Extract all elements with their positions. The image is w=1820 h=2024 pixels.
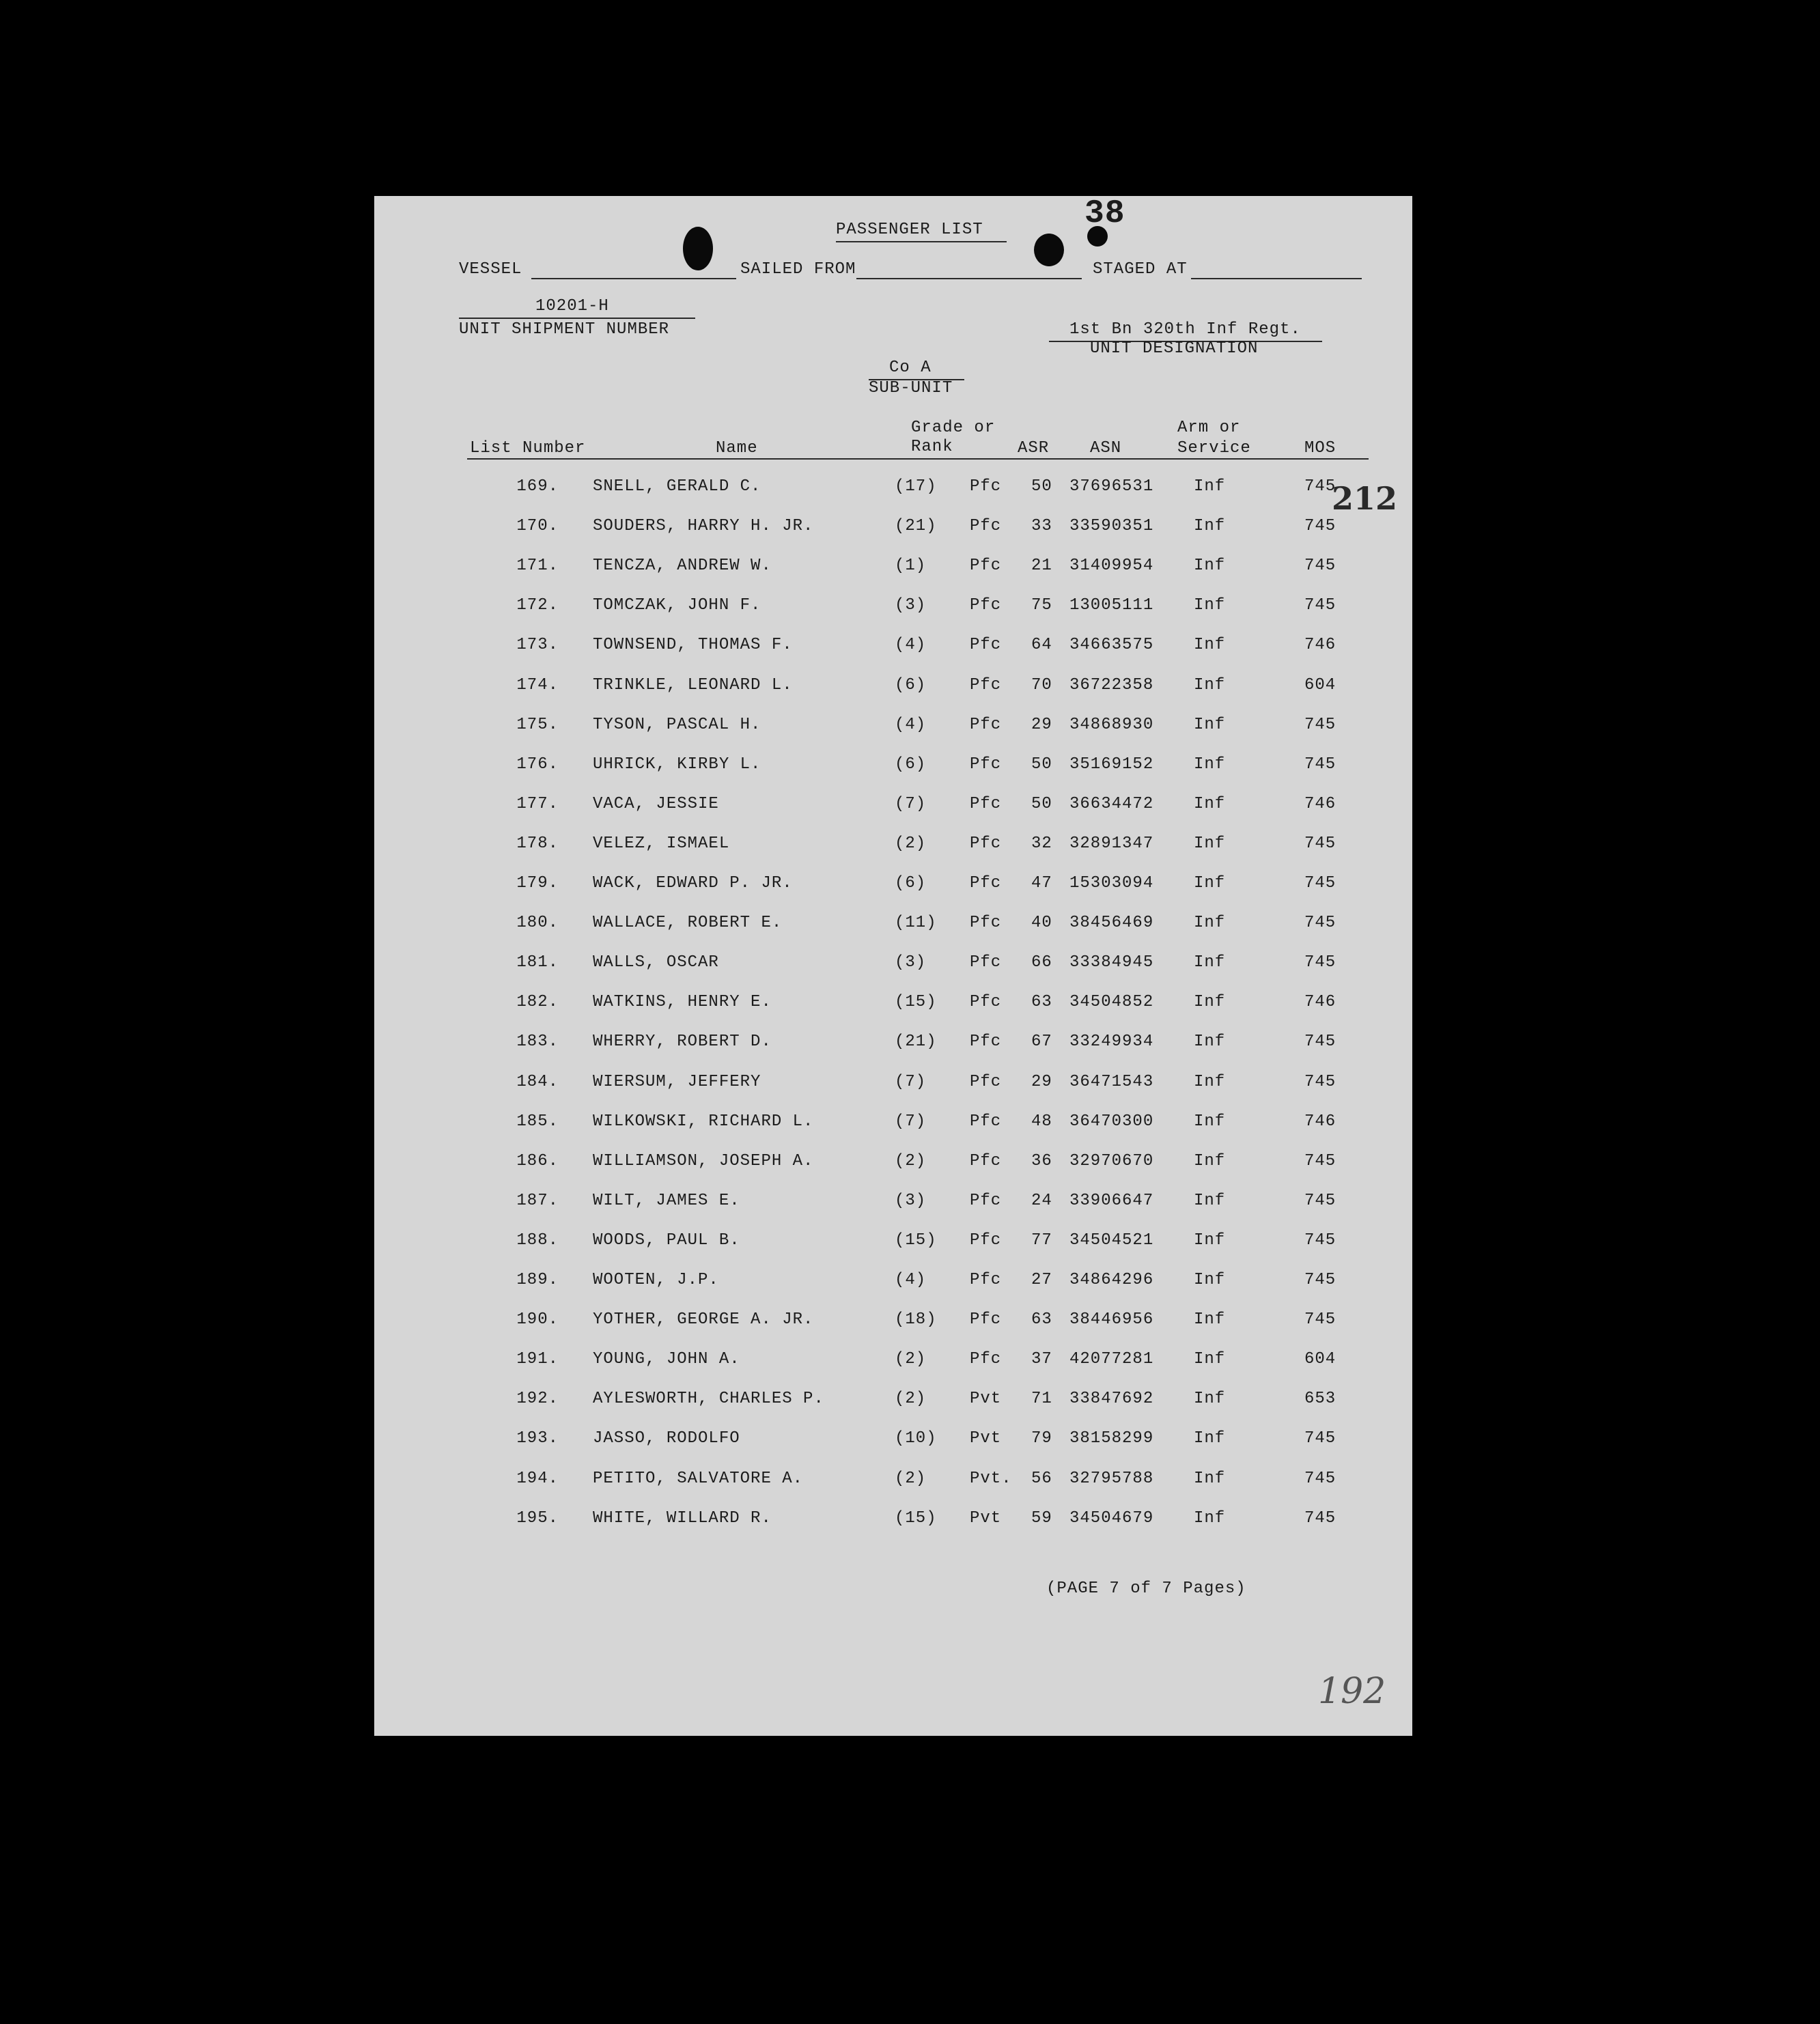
- cell-rank: Pfc: [970, 1191, 1002, 1210]
- cell-arm: Inf: [1194, 953, 1226, 972]
- cell-asn: 33384945: [1069, 953, 1154, 972]
- staged-at-blank: [1191, 278, 1362, 279]
- table-row: [374, 953, 1412, 993]
- table-row: [374, 517, 1412, 557]
- cell-asr: 27: [1031, 1271, 1052, 1289]
- sailed-from-blank: [856, 278, 1082, 279]
- cell-arm: Inf: [1194, 477, 1226, 496]
- cell-name: SNELL, GERALD C.: [593, 477, 761, 496]
- cell-rank: Pfc: [970, 517, 1002, 536]
- cell-rank: Pfc: [970, 1310, 1002, 1330]
- cell-num: 191.: [516, 1350, 559, 1369]
- cell-num: 183.: [516, 1032, 559, 1052]
- cell-num: 169.: [516, 477, 559, 496]
- cell-asr: 40: [1031, 914, 1052, 933]
- cell-rank: Pvt: [970, 1508, 1002, 1528]
- cell-asr: 64: [1031, 636, 1052, 655]
- cell-grade: (2): [895, 1350, 927, 1369]
- cell-rank: Pfc: [970, 557, 1002, 576]
- cell-asn: 38158299: [1069, 1429, 1154, 1448]
- cell-num: 188.: [516, 1231, 559, 1250]
- cell-rank: Pvt: [970, 1429, 1002, 1448]
- cell-grade: (3): [895, 596, 927, 615]
- cell-asn: 38456469: [1069, 914, 1154, 933]
- cell-asn: 31409954: [1069, 557, 1154, 576]
- table-row: [374, 993, 1412, 1032]
- table-row: [374, 1231, 1412, 1271]
- sub-unit-label: SUB-UNIT: [869, 379, 953, 397]
- cell-rank: Pfc: [970, 1032, 1002, 1052]
- cell-grade: (21): [895, 1032, 937, 1052]
- cell-name: SOUDERS, HARRY H. JR.: [593, 517, 814, 536]
- cell-rank: Pvt: [970, 1390, 1002, 1409]
- cell-num: 173.: [516, 636, 559, 655]
- cell-grade: (3): [895, 1191, 927, 1210]
- cell-asr: 24: [1031, 1191, 1052, 1210]
- cell-asn: 34504852: [1069, 993, 1154, 1012]
- cell-mos: 745: [1304, 1508, 1336, 1528]
- cell-asr: 29: [1031, 715, 1052, 734]
- cell-name: VELEZ, ISMAEL: [593, 834, 730, 853]
- cell-asr: 56: [1031, 1469, 1052, 1488]
- cell-arm: Inf: [1194, 1350, 1226, 1369]
- cell-mos: 604: [1304, 1350, 1336, 1369]
- cell-asr: 47: [1031, 874, 1052, 892]
- cell-grade: (15): [895, 1231, 937, 1250]
- sub-unit: Co A: [889, 359, 932, 377]
- table-row: [374, 1032, 1412, 1072]
- cell-num: 172.: [516, 596, 559, 615]
- cell-num: 186.: [516, 1151, 559, 1170]
- cell-num: 192.: [516, 1390, 559, 1409]
- cell-mos: 745: [1304, 1032, 1336, 1052]
- cell-rank: Pfc: [970, 755, 1002, 774]
- cell-mos: 745: [1304, 557, 1336, 576]
- cell-arm: Inf: [1194, 1191, 1226, 1210]
- ink-blot: [683, 227, 713, 270]
- cell-rank: Pfc: [970, 794, 1002, 813]
- cell-num: 171.: [516, 557, 559, 576]
- cell-arm: Inf: [1194, 794, 1226, 813]
- cell-mos: 745: [1304, 477, 1336, 496]
- header-asr: ASR: [1018, 439, 1050, 458]
- cell-asr: 50: [1031, 794, 1052, 813]
- document-title: PASSENGER LIST: [836, 221, 983, 239]
- header-mos: MOS: [1304, 439, 1336, 458]
- cell-rank: Pfc: [970, 874, 1002, 892]
- cell-name: WHERRY, ROBERT D.: [593, 1032, 772, 1052]
- header-grade-bottom: Rank: [911, 438, 953, 456]
- cell-grade: (10): [895, 1429, 937, 1448]
- cell-name: JASSO, RODOLFO: [593, 1429, 740, 1448]
- header-underline: [467, 458, 1369, 460]
- cell-asr: 67: [1031, 1032, 1052, 1052]
- cell-asn: 33847692: [1069, 1390, 1154, 1409]
- cell-name: YOTHER, GEORGE A. JR.: [593, 1310, 814, 1330]
- table-row: [374, 1152, 1412, 1192]
- title-underline: [836, 241, 1007, 242]
- table-row: [374, 676, 1412, 716]
- cell-name: TRINKLE, LEONARD L.: [593, 675, 793, 694]
- cell-mos: 745: [1304, 1310, 1336, 1330]
- cell-num: 182.: [516, 993, 559, 1012]
- cell-rank: Pfc: [970, 1271, 1002, 1289]
- cell-asr: 50: [1031, 755, 1052, 774]
- margin-number: 212: [1332, 480, 1398, 517]
- cell-asr: 63: [1031, 1310, 1052, 1330]
- table-row: [374, 1390, 1412, 1429]
- table-row: [374, 1073, 1412, 1112]
- cell-grade: (17): [895, 477, 937, 496]
- cell-num: 174.: [516, 675, 559, 694]
- cell-mos: 745: [1304, 1429, 1336, 1448]
- cell-asn: 33249934: [1069, 1032, 1154, 1052]
- header-name: Name: [716, 439, 758, 458]
- cell-name: AYLESWORTH, CHARLES P.: [593, 1390, 824, 1409]
- cell-arm: Inf: [1194, 1032, 1226, 1052]
- cell-asn: 32891347: [1069, 834, 1154, 853]
- cell-asr: 32: [1031, 834, 1052, 853]
- cell-grade: (7): [895, 794, 927, 813]
- table-row: [374, 716, 1412, 755]
- cell-num: 184.: [516, 1072, 559, 1091]
- cell-asn: 34504521: [1069, 1231, 1154, 1250]
- cell-arm: Inf: [1194, 596, 1226, 615]
- cell-mos: 746: [1304, 636, 1336, 655]
- table-row: [374, 636, 1412, 675]
- cell-arm: Inf: [1194, 1310, 1226, 1330]
- cell-mos: 745: [1304, 1469, 1336, 1488]
- cell-asr: 79: [1031, 1429, 1052, 1448]
- cell-name: PETITO, SALVATORE A.: [593, 1469, 804, 1488]
- cell-num: 176.: [516, 755, 559, 774]
- header-list-number: List Number: [470, 439, 586, 458]
- cell-asn: 36470300: [1069, 1112, 1154, 1131]
- cell-asr: 33: [1031, 517, 1052, 536]
- cell-asn: 32970670: [1069, 1151, 1154, 1170]
- cell-arm: Inf: [1194, 1390, 1226, 1409]
- cell-mos: 746: [1304, 993, 1336, 1012]
- cell-asr: 37: [1031, 1350, 1052, 1369]
- cell-rank: Pfc: [970, 1112, 1002, 1131]
- cell-num: 190.: [516, 1310, 559, 1330]
- cell-grade: (2): [895, 1390, 927, 1409]
- cell-rank: Pfc: [970, 1231, 1002, 1250]
- cell-asr: 48: [1031, 1112, 1052, 1131]
- table-row: [374, 557, 1412, 596]
- table-row: [374, 1271, 1412, 1310]
- cell-rank: Pfc: [970, 953, 1002, 972]
- table-row: [374, 874, 1412, 914]
- cell-asr: 50: [1031, 477, 1052, 496]
- page-note: (PAGE 7 of 7 Pages): [1046, 1579, 1246, 1598]
- table-row: [374, 914, 1412, 953]
- cell-arm: Inf: [1194, 517, 1226, 536]
- cell-grade: (4): [895, 1271, 927, 1289]
- cell-name: VACA, JESSIE: [593, 794, 719, 813]
- cell-name: WALLS, OSCAR: [593, 953, 719, 972]
- cell-asn: 34663575: [1069, 636, 1154, 655]
- table-row: [374, 755, 1412, 795]
- cell-arm: Inf: [1194, 1072, 1226, 1091]
- cell-name: WILLIAMSON, JOSEPH A.: [593, 1151, 814, 1170]
- cell-asn: 15303094: [1069, 874, 1154, 892]
- cell-name: UHRICK, KIRBY L.: [593, 755, 761, 774]
- header-grade-top: Grade or: [911, 419, 996, 437]
- cell-arm: Inf: [1194, 755, 1226, 774]
- cell-mos: 746: [1304, 794, 1336, 813]
- cell-arm: Inf: [1194, 993, 1226, 1012]
- handwritten-number: 192: [1318, 1671, 1386, 1712]
- stamp-number: 38: [1084, 195, 1125, 232]
- cell-grade: (2): [895, 834, 927, 853]
- cell-asr: 29: [1031, 1072, 1052, 1091]
- cell-name: WOODS, PAUL B.: [593, 1231, 740, 1250]
- cell-rank: Pfc: [970, 715, 1002, 734]
- cell-name: WACK, EDWARD P. JR.: [593, 874, 793, 892]
- cell-num: 185.: [516, 1112, 559, 1131]
- cell-name: WALLACE, ROBERT E.: [593, 914, 783, 933]
- cell-name: WHITE, WILLARD R.: [593, 1508, 772, 1528]
- cell-name: WIERSUM, JEFFERY: [593, 1072, 761, 1091]
- unit-shipment-label: UNIT SHIPMENT NUMBER: [459, 320, 670, 339]
- table-row: [374, 1192, 1412, 1231]
- cell-asr: 21: [1031, 557, 1052, 576]
- cell-asn: 34504679: [1069, 1508, 1154, 1528]
- cell-asn: 33906647: [1069, 1191, 1154, 1210]
- unit-shipment-number: 10201-H: [535, 297, 609, 315]
- cell-grade: (15): [895, 1508, 937, 1528]
- cell-num: 177.: [516, 794, 559, 813]
- cell-rank: Pfc: [970, 993, 1002, 1012]
- sailed-from-label: SAILED FROM: [740, 260, 856, 279]
- cell-mos: 604: [1304, 675, 1336, 694]
- cell-num: 180.: [516, 914, 559, 933]
- cell-asn: 38446956: [1069, 1310, 1154, 1330]
- cell-asr: 66: [1031, 953, 1052, 972]
- cell-asn: 42077281: [1069, 1350, 1154, 1369]
- cell-grade: (11): [895, 914, 937, 933]
- cell-num: 195.: [516, 1508, 559, 1528]
- cell-num: 170.: [516, 517, 559, 536]
- cell-mos: 745: [1304, 914, 1336, 933]
- cell-num: 189.: [516, 1271, 559, 1289]
- cell-asn: 33590351: [1069, 517, 1154, 536]
- cell-name: TENCZA, ANDREW W.: [593, 557, 772, 576]
- cell-rank: Pfc: [970, 1151, 1002, 1170]
- document-page: [374, 196, 1412, 1736]
- cell-mos: 745: [1304, 596, 1336, 615]
- cell-asr: 36: [1031, 1151, 1052, 1170]
- staged-at-label: STAGED AT: [1093, 260, 1188, 279]
- cell-rank: Pfc: [970, 596, 1002, 615]
- cell-num: 193.: [516, 1429, 559, 1448]
- cell-rank: Pfc: [970, 1072, 1002, 1091]
- cell-mos: 745: [1304, 834, 1336, 853]
- table-row: [374, 1509, 1412, 1549]
- cell-mos: 745: [1304, 1151, 1336, 1170]
- cell-rank: Pfc: [970, 477, 1002, 496]
- table-row: [374, 477, 1412, 517]
- cell-asn: 37696531: [1069, 477, 1154, 496]
- cell-asr: 75: [1031, 596, 1052, 615]
- table-row: [374, 1112, 1412, 1152]
- cell-grade: (18): [895, 1310, 937, 1330]
- cell-asn: 34864296: [1069, 1271, 1154, 1289]
- cell-mos: 745: [1304, 1191, 1336, 1210]
- cell-asn: 35169152: [1069, 755, 1154, 774]
- cell-asn: 36634472: [1069, 794, 1154, 813]
- ink-blot: [1034, 234, 1064, 266]
- cell-rank: Pfc: [970, 1350, 1002, 1369]
- cell-grade: (7): [895, 1072, 927, 1091]
- cell-asr: 63: [1031, 993, 1052, 1012]
- header-arm-top: Arm or: [1177, 419, 1241, 437]
- cell-arm: Inf: [1194, 1112, 1226, 1131]
- cell-grade: (2): [895, 1151, 927, 1170]
- cell-grade: (15): [895, 993, 937, 1012]
- cell-asn: 32795788: [1069, 1469, 1154, 1488]
- cell-num: 178.: [516, 834, 559, 853]
- table-row: [374, 596, 1412, 636]
- unit-designation-label: UNIT DESIGNATION: [1090, 339, 1259, 358]
- cell-arm: Inf: [1194, 1231, 1226, 1250]
- cell-num: 179.: [516, 874, 559, 892]
- cell-asn: 36722358: [1069, 675, 1154, 694]
- cell-mos: 746: [1304, 1112, 1336, 1131]
- cell-mos: 745: [1304, 1271, 1336, 1289]
- vessel-blank: [531, 278, 736, 279]
- cell-mos: 745: [1304, 874, 1336, 892]
- cell-asr: 71: [1031, 1390, 1052, 1409]
- cell-mos: 745: [1304, 1231, 1336, 1250]
- cell-arm: Inf: [1194, 1151, 1226, 1170]
- vessel-label: VESSEL: [459, 260, 522, 279]
- table-row: [374, 795, 1412, 834]
- cell-num: 175.: [516, 715, 559, 734]
- header-asn: ASN: [1090, 439, 1122, 458]
- cell-arm: Inf: [1194, 1469, 1226, 1488]
- cell-arm: Inf: [1194, 1429, 1226, 1448]
- cell-grade: (7): [895, 1112, 927, 1131]
- cell-grade: (6): [895, 675, 927, 694]
- cell-name: TOWNSEND, THOMAS F.: [593, 636, 793, 655]
- table-row: [374, 1470, 1412, 1509]
- cell-grade: (2): [895, 1469, 927, 1488]
- table-row: [374, 1310, 1412, 1350]
- cell-name: WOOTEN, J.P.: [593, 1271, 719, 1289]
- cell-arm: Inf: [1194, 1271, 1226, 1289]
- cell-num: 187.: [516, 1191, 559, 1210]
- table-row: [374, 834, 1412, 874]
- cell-asr: 70: [1031, 675, 1052, 694]
- cell-asn: 13005111: [1069, 596, 1154, 615]
- cell-name: WILKOWSKI, RICHARD L.: [593, 1112, 814, 1131]
- cell-grade: (21): [895, 517, 937, 536]
- cell-mos: 745: [1304, 755, 1336, 774]
- cell-rank: Pvt.: [970, 1469, 1012, 1488]
- cell-arm: Inf: [1194, 557, 1226, 576]
- header-arm-bottom: Service: [1177, 439, 1251, 458]
- cell-mos: 745: [1304, 953, 1336, 972]
- cell-arm: Inf: [1194, 834, 1226, 853]
- cell-rank: Pfc: [970, 675, 1002, 694]
- cell-rank: Pfc: [970, 914, 1002, 933]
- cell-asr: 59: [1031, 1508, 1052, 1528]
- cell-name: TOMCZAK, JOHN F.: [593, 596, 761, 615]
- cell-name: WATKINS, HENRY E.: [593, 993, 772, 1012]
- cell-arm: Inf: [1194, 874, 1226, 892]
- cell-name: TYSON, PASCAL H.: [593, 715, 761, 734]
- cell-grade: (1): [895, 557, 927, 576]
- cell-arm: Inf: [1194, 636, 1226, 655]
- cell-rank: Pfc: [970, 636, 1002, 655]
- cell-name: WILT, JAMES E.: [593, 1191, 740, 1210]
- cell-grade: (3): [895, 953, 927, 972]
- cell-asn: 34868930: [1069, 715, 1154, 734]
- cell-arm: Inf: [1194, 914, 1226, 933]
- cell-mos: 745: [1304, 715, 1336, 734]
- cell-asn: 36471543: [1069, 1072, 1154, 1091]
- cell-grade: (6): [895, 874, 927, 892]
- cell-arm: Inf: [1194, 1508, 1226, 1528]
- cell-name: YOUNG, JOHN A.: [593, 1350, 740, 1369]
- cell-rank: Pfc: [970, 834, 1002, 853]
- cell-arm: Inf: [1194, 715, 1226, 734]
- cell-grade: (6): [895, 755, 927, 774]
- cell-mos: 653: [1304, 1390, 1336, 1409]
- cell-mos: 745: [1304, 1072, 1336, 1091]
- cell-num: 194.: [516, 1469, 559, 1488]
- cell-grade: (4): [895, 636, 927, 655]
- unit-designation: 1st Bn 320th Inf Regt.: [1069, 320, 1301, 339]
- cell-asr: 77: [1031, 1231, 1052, 1250]
- table-row: [374, 1429, 1412, 1469]
- cell-arm: Inf: [1194, 675, 1226, 694]
- cell-grade: (4): [895, 715, 927, 734]
- cell-num: 181.: [516, 953, 559, 972]
- unit-shipment-line: [459, 318, 695, 319]
- cell-mos: 745: [1304, 517, 1336, 536]
- table-row: [374, 1350, 1412, 1390]
